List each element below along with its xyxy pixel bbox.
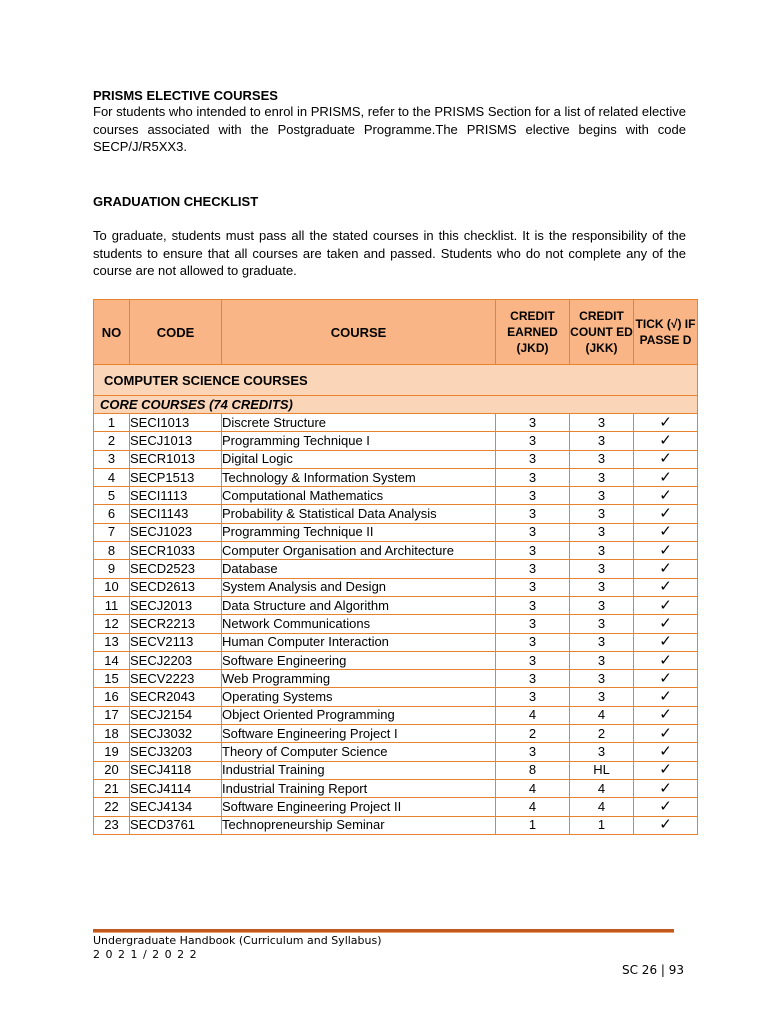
- table-row: [94, 798, 698, 816]
- row-credit-earned: 4: [496, 798, 570, 816]
- row-code: SECR1013: [130, 450, 222, 468]
- row-credit-earned: 3: [496, 651, 570, 669]
- row-tick-mark: ✓: [634, 487, 698, 505]
- row-course: System Analysis and Design: [222, 578, 496, 596]
- row-no: 1: [94, 414, 130, 432]
- row-tick-mark: ✓: [634, 651, 698, 669]
- row-course: Data Structure and Algorithm: [222, 596, 496, 614]
- row-code: SECJ2203: [130, 651, 222, 669]
- table-row: [94, 761, 698, 779]
- row-tick-mark: ✓: [634, 779, 698, 797]
- row-credit-earned: 3: [496, 633, 570, 651]
- row-tick-mark: ✓: [634, 505, 698, 523]
- row-tick-mark: ✓: [634, 468, 698, 486]
- row-credit-earned: 4: [496, 779, 570, 797]
- row-no: 18: [94, 725, 130, 743]
- table-row: [94, 633, 698, 651]
- row-code: SECJ2013: [130, 596, 222, 614]
- row-tick-mark: ✓: [634, 596, 698, 614]
- row-credit-counted: 3: [570, 468, 634, 486]
- row-credit-earned: 3: [496, 523, 570, 541]
- row-credit-counted: HL: [570, 761, 634, 779]
- row-course: Discrete Structure: [222, 414, 496, 432]
- table-row: [94, 651, 698, 669]
- table-row: [94, 816, 698, 834]
- row-credit-counted: 1: [570, 816, 634, 834]
- row-credit-counted: 3: [570, 487, 634, 505]
- row-course: Technology & Information System: [222, 468, 496, 486]
- row-credit-counted: 2: [570, 725, 634, 743]
- table-row: [94, 688, 698, 706]
- row-code: SECJ3203: [130, 743, 222, 761]
- row-credit-counted: 3: [570, 505, 634, 523]
- checklist-heading: GRADUATION CHECKLIST: [93, 194, 259, 209]
- row-credit-earned: 3: [496, 560, 570, 578]
- row-tick-mark: ✓: [634, 670, 698, 688]
- row-no: 2: [94, 432, 130, 450]
- row-course: Software Engineering: [222, 651, 496, 669]
- table-row: [94, 779, 698, 797]
- header-credit-earned: CREDIT EARNED (JKD): [496, 300, 570, 365]
- footer-title: Undergraduate Handbook (Curriculum and Syllabus): [93, 934, 382, 947]
- section-title: COMPUTER SCIENCE COURSES: [94, 365, 698, 396]
- row-code: SECJ1023: [130, 523, 222, 541]
- row-course: Digital Logic: [222, 450, 496, 468]
- row-credit-earned: 3: [496, 450, 570, 468]
- row-tick-mark: ✓: [634, 542, 698, 560]
- row-credit-earned: 3: [496, 688, 570, 706]
- row-credit-counted: 3: [570, 523, 634, 541]
- header-no: NO: [94, 300, 130, 365]
- row-course: Computer Organisation and Architecture: [222, 542, 496, 560]
- row-credit-counted: 3: [570, 578, 634, 596]
- row-credit-counted: 3: [570, 414, 634, 432]
- row-code: SECP1513: [130, 468, 222, 486]
- row-credit-earned: 3: [496, 505, 570, 523]
- row-course: Operating Systems: [222, 688, 496, 706]
- row-no: 17: [94, 706, 130, 724]
- row-code: SECV2223: [130, 670, 222, 688]
- row-credit-counted: 3: [570, 542, 634, 560]
- table-row: [94, 670, 698, 688]
- row-course: Probability & Statistical Data Analysis: [222, 505, 496, 523]
- row-credit-earned: 1: [496, 816, 570, 834]
- row-tick-mark: ✓: [634, 633, 698, 651]
- row-tick-mark: ✓: [634, 798, 698, 816]
- row-course: Industrial Training: [222, 761, 496, 779]
- table-row: [94, 487, 698, 505]
- row-credit-counted: 4: [570, 798, 634, 816]
- row-no: 13: [94, 633, 130, 651]
- row-no: 6: [94, 505, 130, 523]
- table-row: [94, 432, 698, 450]
- table-row: [94, 706, 698, 724]
- row-tick-mark: ✓: [634, 816, 698, 834]
- table-row: [94, 743, 698, 761]
- row-credit-earned: 3: [496, 743, 570, 761]
- row-course: Technopreneurship Seminar: [222, 816, 496, 834]
- row-no: 21: [94, 779, 130, 797]
- row-course: Theory of Computer Science: [222, 743, 496, 761]
- row-tick-mark: ✓: [634, 615, 698, 633]
- row-credit-earned: 3: [496, 487, 570, 505]
- table-row: [94, 414, 698, 432]
- row-no: 20: [94, 761, 130, 779]
- table-row: [94, 596, 698, 614]
- subsection-title: CORE COURSES (74 CREDITS): [94, 396, 698, 414]
- row-course: Industrial Training Report: [222, 779, 496, 797]
- row-tick-mark: ✓: [634, 578, 698, 596]
- header-code: CODE: [130, 300, 222, 365]
- table-row: [94, 578, 698, 596]
- row-no: 8: [94, 542, 130, 560]
- row-no: 16: [94, 688, 130, 706]
- row-credit-counted: 3: [570, 596, 634, 614]
- row-code: SECD3761: [130, 816, 222, 834]
- row-code: SECI1143: [130, 505, 222, 523]
- row-no: 11: [94, 596, 130, 614]
- graduation-checklist-table: [93, 299, 698, 835]
- row-course: Network Communications: [222, 615, 496, 633]
- table-row: [94, 450, 698, 468]
- row-no: 19: [94, 743, 130, 761]
- row-tick-mark: ✓: [634, 743, 698, 761]
- prisms-paragraph: For students who intended to enrol in PRISMS, refer to the PRISMS Section for a list of related elective courses associated with the Postgraduate Programme.The PRISMS elective begins with code SECP/J/R5XX3.: [93, 104, 686, 154]
- row-credit-earned: 3: [496, 432, 570, 450]
- row-code: SECJ1013: [130, 432, 222, 450]
- prisms-heading: PRISMS ELECTIVE COURSES: [93, 88, 278, 103]
- row-credit-counted: 3: [570, 450, 634, 468]
- row-credit-earned: 4: [496, 706, 570, 724]
- row-course: Database: [222, 560, 496, 578]
- row-credit-counted: 3: [570, 615, 634, 633]
- row-code: SECI1113: [130, 487, 222, 505]
- row-code: SECR1033: [130, 542, 222, 560]
- row-no: 4: [94, 468, 130, 486]
- row-no: 7: [94, 523, 130, 541]
- row-no: 15: [94, 670, 130, 688]
- row-code: SECJ4134: [130, 798, 222, 816]
- row-credit-earned: 3: [496, 414, 570, 432]
- row-credit-earned: 3: [496, 670, 570, 688]
- page-number: SC 26 | 93: [622, 963, 685, 977]
- row-no: 23: [94, 816, 130, 834]
- row-code: SECJ2154: [130, 706, 222, 724]
- row-no: 9: [94, 560, 130, 578]
- table-row: [94, 725, 698, 743]
- row-credit-earned: 8: [496, 761, 570, 779]
- row-no: 12: [94, 615, 130, 633]
- row-tick-mark: ✓: [634, 761, 698, 779]
- table-row: [94, 505, 698, 523]
- row-credit-counted: 4: [570, 706, 634, 724]
- row-credit-earned: 3: [496, 468, 570, 486]
- row-code: SECV2113: [130, 633, 222, 651]
- row-no: 10: [94, 578, 130, 596]
- row-course: Software Engineering Project I: [222, 725, 496, 743]
- row-credit-counted: 3: [570, 432, 634, 450]
- row-course: Programming Technique II: [222, 523, 496, 541]
- row-no: 14: [94, 651, 130, 669]
- row-credit-counted: 3: [570, 560, 634, 578]
- header-credit-counted: CREDIT COUNT ED (JKK): [570, 300, 634, 365]
- table-row: [94, 468, 698, 486]
- row-tick-mark: ✓: [634, 450, 698, 468]
- row-credit-earned: 3: [496, 578, 570, 596]
- header-course: COURSE: [222, 300, 496, 365]
- row-credit-earned: 3: [496, 596, 570, 614]
- row-tick-mark: ✓: [634, 432, 698, 450]
- row-credit-earned: 3: [496, 542, 570, 560]
- row-code: SECR2043: [130, 688, 222, 706]
- row-code: SECD2613: [130, 578, 222, 596]
- row-course: Web Programming: [222, 670, 496, 688]
- row-credit-counted: 3: [570, 670, 634, 688]
- row-tick-mark: ✓: [634, 523, 698, 541]
- row-code: SECJ4114: [130, 779, 222, 797]
- checklist-paragraph: To graduate, students must pass all the stated courses in this checklist. It is the responsibility of the students to ensure that all courses are taken and passed. Students who do not complete any of the course are not allowed to graduate.: [93, 228, 686, 278]
- row-tick-mark: ✓: [634, 414, 698, 432]
- row-tick-mark: ✓: [634, 706, 698, 724]
- row-credit-counted: 3: [570, 688, 634, 706]
- row-credit-counted: 3: [570, 743, 634, 761]
- header-tick-if-passed: TICK (√) IF PASSE D: [634, 300, 698, 365]
- row-credit-earned: 3: [496, 615, 570, 633]
- table-row: [94, 523, 698, 541]
- row-code: SECD2523: [130, 560, 222, 578]
- row-course: Object Oriented Programming: [222, 706, 496, 724]
- footer-year: 2 0 2 1 / 2 0 2 2: [93, 948, 198, 961]
- row-no: 22: [94, 798, 130, 816]
- row-course: Computational Mathematics: [222, 487, 496, 505]
- table-row: [94, 560, 698, 578]
- row-no: 3: [94, 450, 130, 468]
- row-code: SECR2213: [130, 615, 222, 633]
- row-tick-mark: ✓: [634, 688, 698, 706]
- footer-divider-thin: [93, 932, 674, 933]
- row-course: Human Computer Interaction: [222, 633, 496, 651]
- table-row: [94, 615, 698, 633]
- row-code: SECJ3032: [130, 725, 222, 743]
- row-credit-earned: 2: [496, 725, 570, 743]
- table-row: [94, 542, 698, 560]
- row-tick-mark: ✓: [634, 560, 698, 578]
- row-credit-counted: 3: [570, 651, 634, 669]
- row-code: SECI1013: [130, 414, 222, 432]
- row-course: Software Engineering Project II: [222, 798, 496, 816]
- row-credit-counted: 4: [570, 779, 634, 797]
- row-no: 5: [94, 487, 130, 505]
- row-course: Programming Technique I: [222, 432, 496, 450]
- row-credit-counted: 3: [570, 633, 634, 651]
- row-tick-mark: ✓: [634, 725, 698, 743]
- row-code: SECJ4118: [130, 761, 222, 779]
